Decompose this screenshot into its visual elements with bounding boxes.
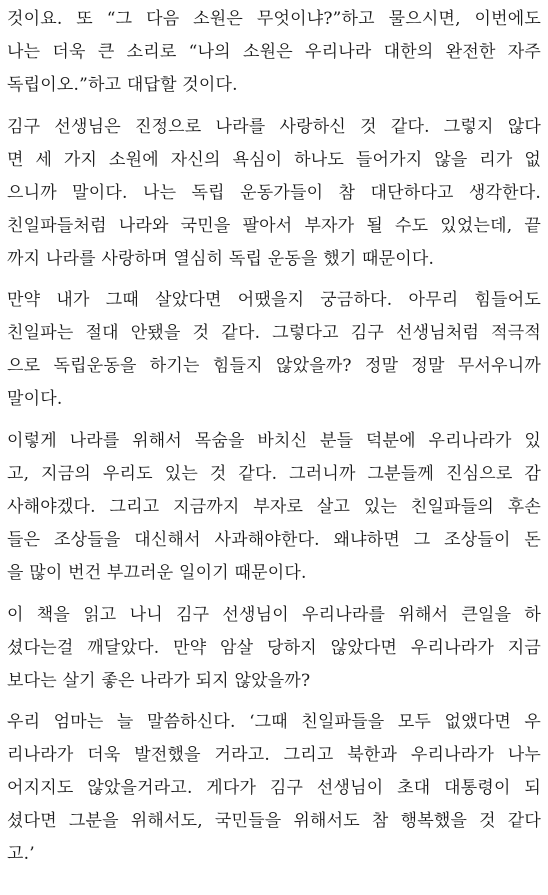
text-line: 보다는 살기 좋은 나라가 되지 않았을까? bbox=[7, 671, 311, 691]
text-line: 셨다면 그분을 위해서도, 국민들을 위해서도 참 행복했을 것 같다 bbox=[7, 811, 541, 831]
text-line: 고, 지금의 우리도 있는 것 같다. 그러니까 그분들께 진심으로 감 bbox=[7, 464, 541, 484]
text-line: 친일파들처럼 나라와 국민을 팔아서 부자가 될 수도 있었는데, 끝 bbox=[7, 216, 541, 236]
text-line: 을 많이 번건 부끄러운 일이기 때문이다. bbox=[7, 563, 307, 583]
text-line: 으니까 말이다. 나는 독립 운동가들이 참 대단하다고 생각한다. bbox=[7, 183, 541, 203]
text-line: 리나라가 더욱 발전했을 거라고. 그리고 북한과 우리나라가 나누 bbox=[7, 745, 541, 765]
text-line: 친일파는 절대 안됐을 것 같다. 그렇다고 김구 선생님처럼 적극적 bbox=[7, 323, 541, 343]
text-line: 이렇게 나라를 위해서 목숨을 바치신 분들 덕분에 우리나라가 있 bbox=[7, 431, 541, 451]
paragraph-6 bbox=[7, 706, 541, 871]
paragraph-5 bbox=[7, 599, 541, 698]
text-line: 면 세 가지 소원에 자신의 욕심이 하나도 들어가지 않을 리가 없 bbox=[7, 150, 541, 170]
paragraph-4 bbox=[7, 425, 541, 590]
paragraph-3 bbox=[7, 284, 541, 416]
text-line: 것이요. 또 “그 다음 소원은 무엇이냐?”하고 물으시면, 이번에도 bbox=[7, 9, 541, 29]
paragraph-2 bbox=[7, 111, 541, 276]
text-line: 만약 내가 그때 살았다면 어땠을지 궁금하다. 아무리 힘들어도 bbox=[7, 290, 541, 310]
text-line: 들은 조상들을 대신해서 사과해야한다. 왜냐하면 그 조상들이 돈 bbox=[7, 530, 541, 550]
text-line: 이 책을 읽고 나니 김구 선생님이 우리나라를 위해서 큰일을 하 bbox=[7, 605, 541, 625]
text-line: 사해야겠다. 그리고 지금까지 부자로 살고 있는 친일파들의 후손 bbox=[7, 497, 541, 517]
paragraph-1 bbox=[7, 3, 541, 102]
text-line: 까지 나라를 사랑하며 열심히 독립 운동을 했기 때문이다. bbox=[7, 249, 435, 269]
text-line: 우리 엄마는 늘 말씀하신다. ‘그때 친일파들을 모두 없앴다면 우 bbox=[7, 712, 541, 732]
text-line: 독립이오.”하고 대답할 것이다. bbox=[7, 75, 238, 95]
text-line: 나는 더욱 큰 소리로 “나의 소원은 우리나라 대한의 완전한 자주 bbox=[7, 42, 541, 62]
text-line: 셨다는걸 깨달았다. 만약 암살 당하지 않았다면 우리나라가 지금 bbox=[7, 638, 541, 658]
text-line: 김구 선생님은 진정으로 나라를 사랑하신 것 같다. 그렇지 않다 bbox=[7, 117, 541, 137]
text-line: 어지지도 않았을거라고. 게다가 김구 선생님이 초대 대통령이 되 bbox=[7, 778, 541, 798]
text-line: 으로 독립운동을 하기는 힘들지 않았을까? 정말 정말 무서우니까 bbox=[7, 356, 541, 376]
text-line: 말이다. bbox=[7, 389, 63, 409]
text-line: 고.’ bbox=[7, 844, 35, 864]
